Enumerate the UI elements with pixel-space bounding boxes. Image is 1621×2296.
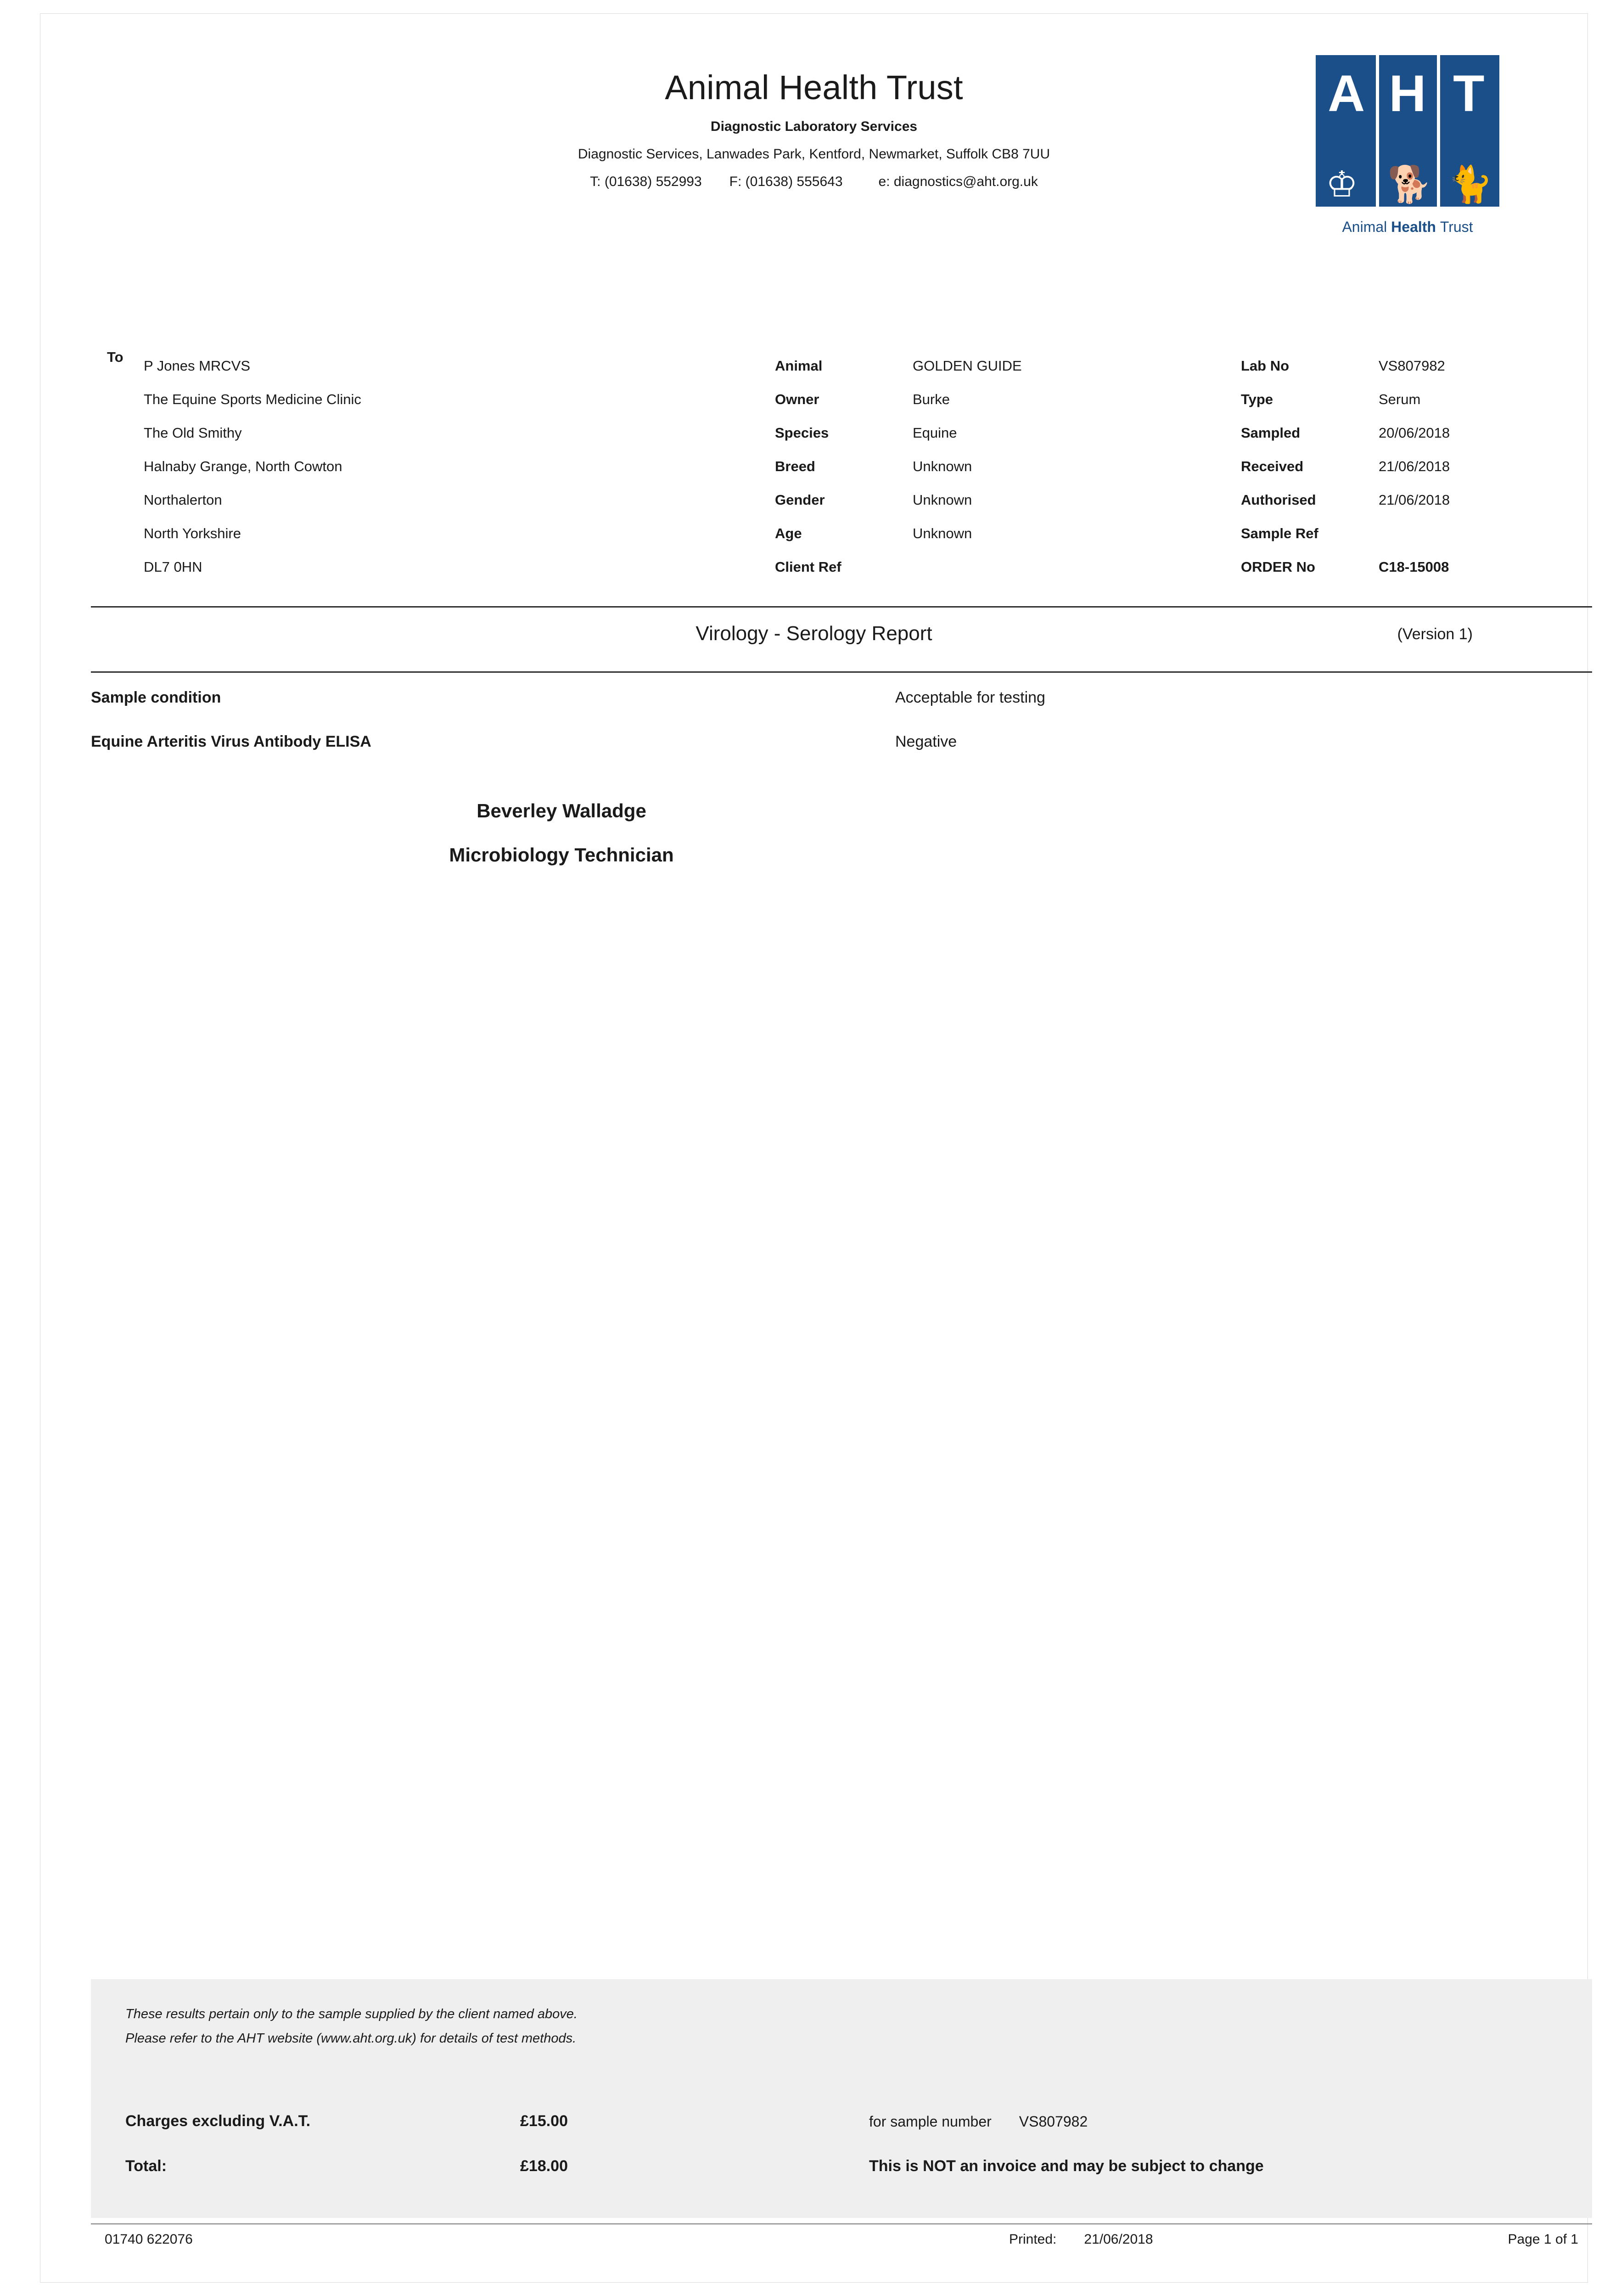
report-version: (Version 1) bbox=[1397, 625, 1473, 643]
logo-box bbox=[1316, 55, 1499, 207]
organization-address: Diagnostic Services, Lanwades Park, Kentford, Newmarket, Suffolk CB8 7UU bbox=[578, 146, 1050, 162]
logo-letter-a: A bbox=[1328, 65, 1365, 122]
detail-row bbox=[1241, 416, 1621, 450]
detail-value: GOLDEN GUIDE bbox=[913, 358, 1022, 374]
result-label: Equine Arteritis Virus Antibody ELISA bbox=[91, 733, 371, 750]
detail-key: Species bbox=[775, 425, 829, 441]
printed-date: 21/06/2018 bbox=[1084, 2232, 1153, 2247]
detail-key: Sampled bbox=[1241, 425, 1301, 441]
telephone-text: T: (01638) 552993 bbox=[590, 174, 702, 190]
detail-key: ORDER No bbox=[1241, 559, 1315, 575]
animal-details bbox=[775, 349, 1188, 584]
organization-title: Animal Health Trust bbox=[665, 68, 963, 107]
detail-row bbox=[775, 349, 1188, 383]
horse-icon: ♔ bbox=[1326, 164, 1358, 204]
result-value: Negative bbox=[895, 733, 957, 750]
logo-caption bbox=[1316, 219, 1499, 236]
address-line: DL7 0HN bbox=[144, 559, 202, 575]
detail-value: VS807982 bbox=[1379, 358, 1445, 374]
to-label: To bbox=[107, 349, 123, 365]
detail-value: Equine bbox=[913, 425, 957, 441]
detail-value: Unknown bbox=[913, 525, 972, 541]
detail-value: C18-15008 bbox=[1379, 559, 1449, 575]
address-line: P Jones MRCVS bbox=[144, 358, 251, 374]
logo-caption-bold: Health bbox=[1391, 219, 1440, 235]
fax-text: F: (01638) 555643 bbox=[729, 174, 843, 190]
charges-amount: £15.00 bbox=[520, 2112, 568, 2130]
detail-row bbox=[1241, 383, 1621, 416]
printed-label: Printed: bbox=[1009, 2232, 1057, 2247]
logo-caption-pre: Animal bbox=[1342, 219, 1391, 235]
divider-bottom bbox=[91, 671, 1592, 673]
detail-row bbox=[1241, 550, 1621, 584]
detail-row bbox=[775, 483, 1188, 517]
detail-value: Serum bbox=[1379, 391, 1421, 407]
address-line: Halnaby Grange, North Cowton bbox=[144, 458, 342, 474]
sample-details bbox=[1241, 349, 1621, 584]
report-title: Virology - Serology Report bbox=[696, 622, 932, 645]
footer-divider bbox=[91, 2223, 1592, 2224]
address-line: Northalerton bbox=[144, 492, 222, 508]
detail-value: 20/06/2018 bbox=[1379, 425, 1450, 441]
dog-icon: 🐕 bbox=[1387, 164, 1432, 204]
detail-key: Lab No bbox=[1241, 358, 1290, 374]
detail-key: Animal bbox=[775, 358, 823, 374]
detail-key: Age bbox=[775, 525, 802, 541]
detail-row bbox=[1241, 450, 1621, 483]
detail-key: Sample Ref bbox=[1241, 525, 1318, 541]
detail-key: Authorised bbox=[1241, 492, 1316, 508]
detail-value: 21/06/2018 bbox=[1379, 492, 1450, 508]
for-sample-number bbox=[869, 2113, 1088, 2130]
divider-top bbox=[91, 606, 1592, 608]
disclaimer-line-1: These results pertain only to the sample supplied by the client named above. bbox=[125, 2007, 578, 2021]
page-number: Page 1 of 1 bbox=[1508, 2232, 1578, 2247]
detail-row bbox=[775, 383, 1188, 416]
detail-row bbox=[1241, 483, 1621, 517]
result-value: Acceptable for testing bbox=[895, 689, 1045, 706]
charges-label: Charges excluding V.A.T. bbox=[125, 2112, 311, 2130]
detail-key: Received bbox=[1241, 458, 1304, 474]
cat-icon: 🐈 bbox=[1448, 164, 1493, 204]
aht-logo bbox=[1316, 55, 1499, 236]
total-label: Total: bbox=[125, 2157, 167, 2175]
detail-row bbox=[1241, 517, 1621, 550]
email-text: e: diagnostics@aht.org.uk bbox=[878, 174, 1038, 190]
detail-row bbox=[775, 550, 1188, 584]
detail-value: Burke bbox=[913, 391, 950, 407]
disclaimer-line-2: Please refer to the AHT website (www.aht.org.uk) for details of test methods. bbox=[125, 2031, 577, 2046]
logo-caption-post: Trust bbox=[1440, 219, 1473, 235]
logo-divider-1 bbox=[1376, 55, 1379, 207]
footer-disclaimer bbox=[125, 2002, 578, 2051]
signatory-role: Microbiology Technician bbox=[449, 844, 674, 866]
result-label: Sample condition bbox=[91, 689, 221, 706]
detail-value: Unknown bbox=[913, 458, 972, 474]
for-sample-value: VS807982 bbox=[1019, 2113, 1088, 2130]
account-number: 01740 622076 bbox=[105, 2232, 193, 2247]
detail-row bbox=[1241, 349, 1621, 383]
for-sample-label: for sample number bbox=[869, 2113, 992, 2130]
detail-row bbox=[775, 450, 1188, 483]
detail-key: Owner bbox=[775, 391, 819, 407]
logo-letter-t: T bbox=[1453, 65, 1485, 122]
report-sheet bbox=[40, 14, 1587, 2282]
not-invoice-notice: This is NOT an invoice and may be subject to change bbox=[869, 2157, 1264, 2175]
address-line: The Old Smithy bbox=[144, 425, 242, 441]
printed-info bbox=[1009, 2232, 1153, 2247]
address-line: The Equine Sports Medicine Clinic bbox=[144, 391, 361, 407]
detail-row bbox=[775, 517, 1188, 550]
detail-key: Breed bbox=[775, 458, 815, 474]
recipient-address bbox=[144, 349, 695, 584]
organization-subtitle: Diagnostic Laboratory Services bbox=[710, 119, 918, 135]
detail-key: Client Ref bbox=[775, 559, 841, 575]
detail-key: Gender bbox=[775, 492, 825, 508]
detail-key: Type bbox=[1241, 391, 1273, 407]
total-amount: £18.00 bbox=[520, 2157, 568, 2175]
detail-value: Unknown bbox=[913, 492, 972, 508]
logo-letter-h: H bbox=[1389, 65, 1426, 122]
logo-divider-2 bbox=[1437, 55, 1440, 207]
address-line: North Yorkshire bbox=[144, 525, 241, 541]
detail-value: 21/06/2018 bbox=[1379, 458, 1450, 474]
signatory-name: Beverley Walladge bbox=[477, 800, 646, 822]
detail-row bbox=[775, 416, 1188, 450]
logo-letters bbox=[1316, 55, 1499, 132]
